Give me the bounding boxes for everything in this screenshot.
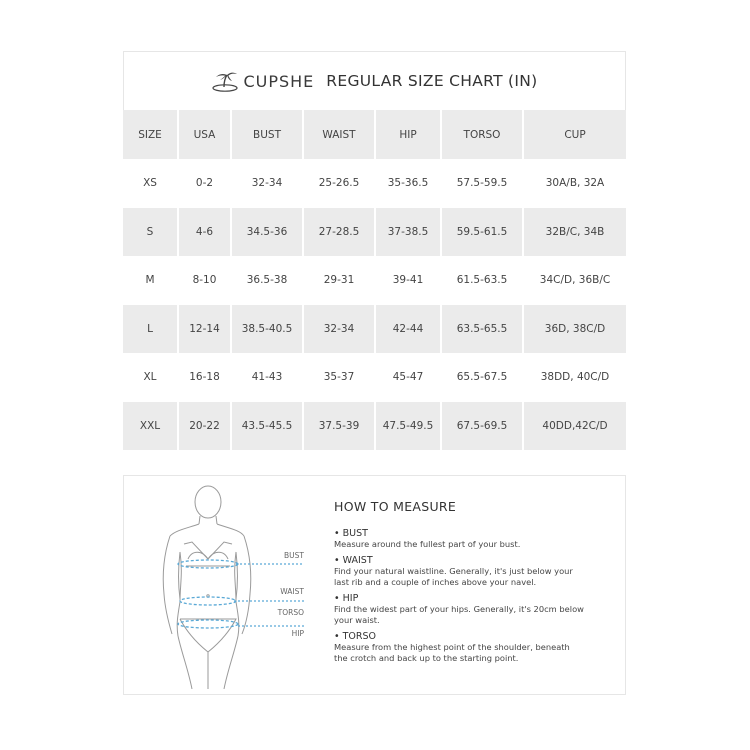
table-cell: 42-44 [375,305,441,354]
measure-item-title: • BUST [334,528,368,539]
body-measurement-figure [136,484,316,689]
table-row [123,159,626,208]
column-header: WAIST [303,110,375,159]
waist-line [180,597,236,605]
table-cell: 36D, 38C/D [544,322,606,335]
table-cell: 34C/D, 36B/C [539,274,611,287]
table-row [123,208,626,257]
measure-item-desc: Measure from the highest point of the shoulder, beneath [334,642,570,652]
table-cell: 65.5-67.5 [441,353,523,402]
waist-label: WAIST [280,587,304,596]
table-header-row [123,110,626,159]
table-cell: 57.5-59.5 [441,159,523,208]
table-cell: 39-41 [375,256,441,305]
measure-item-desc: Find the widest part of your hips. Generally, it's 20cm below [334,604,584,614]
chart-header [124,52,625,110]
measure-instructions [334,499,619,669]
table-cell: XXL [123,402,178,451]
hip-label: HIP [291,629,304,638]
table-cell: 40DD,42C/D [542,419,608,432]
table-cell: 41-43 [231,353,303,402]
measure-item-waist [334,555,619,588]
table-row [123,402,626,451]
measure-item-torso [334,631,619,664]
column-header: HIP [375,110,441,159]
measure-item-desc: the crotch and back up to the starting point. [334,653,519,663]
table-cell: XL [123,353,178,402]
column-header: SIZE [123,110,178,159]
table-cell: 16-18 [178,353,231,402]
torso-label: TORSO [277,608,304,617]
bust-line [178,560,238,568]
table-cell: 29-31 [303,256,375,305]
table-cell: 36.5-38 [231,256,303,305]
size-table [123,110,626,450]
table-cell: 27-28.5 [303,208,375,257]
table-cell: 63.5-65.5 [441,305,523,354]
measure-item-desc: last rib and a couple of inches above your navel. [334,577,537,587]
table-cell: 0-2 [178,159,231,208]
table-row [123,256,626,305]
table-cell: 38.5-40.5 [231,305,303,354]
table-cell: 4-6 [178,208,231,257]
how-to-title: HOW TO MEASURE [334,499,457,514]
table-cell: 32-34 [231,159,303,208]
measure-item-title: • HIP [334,593,359,604]
table-cell: 59.5-61.5 [441,208,523,257]
hip-line [178,620,238,628]
measure-item-bust [334,528,619,550]
palm-tree-island-icon [211,70,239,92]
column-header: USA [178,110,231,159]
table-row [123,305,626,354]
table-cell: 8-10 [178,256,231,305]
measure-item-title: • TORSO [334,631,377,642]
measure-item-hip [334,593,619,626]
measure-item-title: • WAIST [334,555,373,566]
column-header: BUST [231,110,303,159]
table-cell: 12-14 [178,305,231,354]
table-cell: 20-22 [178,402,231,451]
table-cell: 47.5-49.5 [375,402,441,451]
column-header: TORSO [441,110,523,159]
table-cell: M [123,256,178,305]
table-cell: 35-36.5 [375,159,441,208]
table-cell: 32B/C, 34B [545,225,605,238]
table-cell: 37.5-39 [303,402,375,451]
table-row [123,353,626,402]
table-cell: 45-47 [375,353,441,402]
chart-title: REGULAR SIZE CHART (IN) [326,72,538,90]
table-cell: 32-34 [303,305,375,354]
table-cell: 30A/B, 32A [545,177,605,190]
table-cell: 67.5-69.5 [441,402,523,451]
table-cell: L [123,305,178,354]
table-cell: 43.5-45.5 [231,402,303,451]
how-to-measure-card [123,475,626,695]
brand-logo [211,70,314,92]
table-cell: 34.5-36 [231,208,303,257]
table-cell: 61.5-63.5 [441,256,523,305]
size-chart-card [123,51,626,449]
measure-item-desc: Measure around the fullest part of your bust. [334,539,521,549]
table-cell: 37-38.5 [375,208,441,257]
table-cell: XS [123,159,178,208]
table-cell: 38DD, 40C/D [540,371,610,384]
brand-name: CUPSHE [243,71,315,91]
table-cell: S [123,208,178,257]
measure-item-desc: your waist. [334,615,380,625]
column-header: CUP [564,128,586,141]
bust-label: BUST [284,551,304,560]
body-outline [163,486,251,689]
table-cell: 25-26.5 [303,159,375,208]
table-cell: 35-37 [303,353,375,402]
measure-item-desc: Find your natural waistline. Generally, it's just below your [334,566,573,576]
